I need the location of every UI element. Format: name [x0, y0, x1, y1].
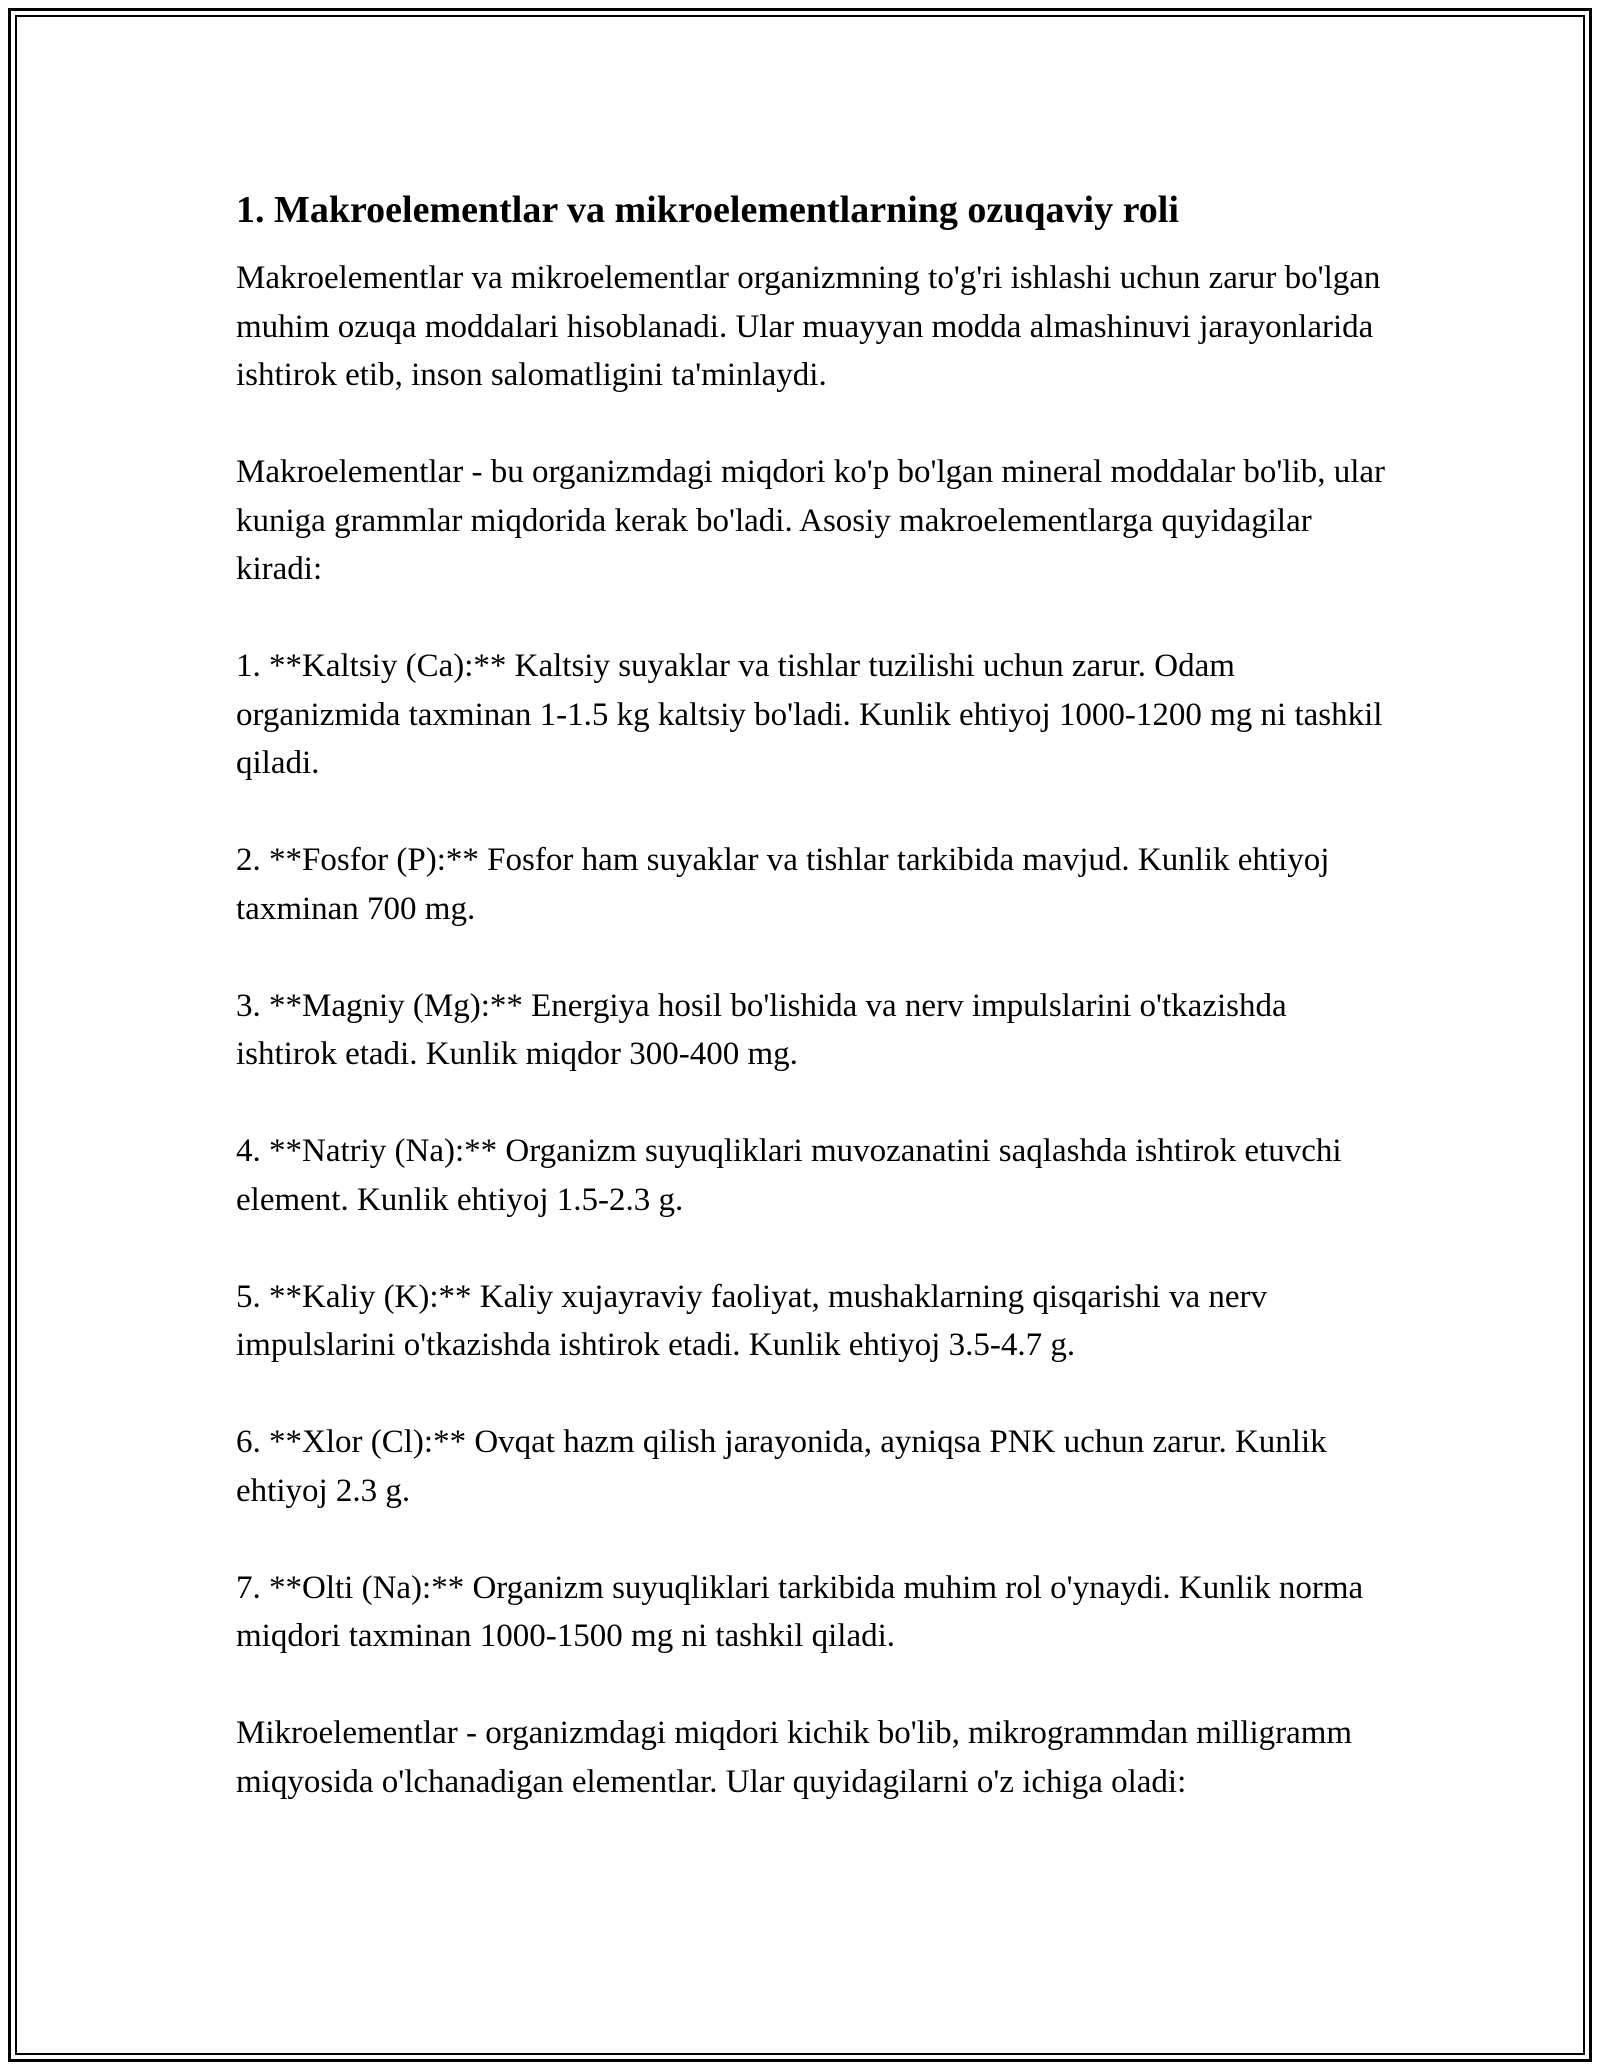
list-item-magnesium: 3. **Magniy (Mg):** Energiya hosil bo'lishida va nerv impulslarini o'tkazishda ishtirok etadi. Kunlik miqdor 300-400 mg. — [236, 987, 1287, 1072]
section-heading: 1. Makroelementlar va mikroelementlarning ozuqaviy roli — [236, 189, 1179, 231]
list-item-chlorine: 6. **Xlor (Cl):** Ovqat hazm qilish jarayonida, ayniqsa PNK uchun zarur. Kunlik ehtiyoj 2.3 g. — [236, 1424, 1327, 1509]
list-item-phosphorus: 2. **Fosfor (P):** Fosfor ham suyaklar va tishlar tarkibida mavjud. Kunlik ehtiyoj taxminan 700 mg. — [236, 842, 1330, 927]
macroelements-paragraph: Makroelementlar - bu organizmdagi miqdori ko'p bo'lgan mineral moddalar bo'lib, ular kuniga grammlar miqdorida kerak bo'ladi. Asosiy makroelementlarga quyidagilar kiradi: — [236, 454, 1386, 587]
list-item-olti: 7. **Olti (Na):** Organizm suyuqliklari tarkibida muhim rol o'ynaydi. Kunlik norma miqdori taxminan 1000-1500 mg ni tashkil qiladi. — [236, 1569, 1364, 1654]
intro-paragraph: Makroelementlar va mikroelementlar organizmning to'g'ri ishlashi uchun zarur bo'lgan muhim ozuqa moddalari hisoblanadi. Ular muayyan modda almashinuvi jarayonlarida ishtirok etib, inson salomatligini ta'minlaydi. — [236, 260, 1381, 393]
list-item-calcium: 1. **Kaltsiy (Ca):** Kaltsiy suyaklar va tishlar tuzilishi uchun zarur. Odam organizmida taxminan 1-1.5 kg kaltsiy bo'ladi. Kunlik ehtiyoj 1000-1200 mg ni tashkil qiladi. — [236, 648, 1383, 781]
list-item-potassium: 5. **Kaliy (K):** Kaliy xujayraviy faoliyat, mushaklarning qisqarishi va nerv impulslarini o'tkazishda ishtirok etadi. Kunlik ehtiyoj 3.5-4.7 g. — [236, 1278, 1268, 1363]
list-item-sodium: 4. **Natriy (Na):** Organizm suyuqliklari muvozanatini saqlashda ishtirok etuvchi element. Kunlik ehtiyoj 1.5-2.3 g. — [236, 1133, 1342, 1218]
document-body — [236, 186, 1386, 1806]
microelements-paragraph: Mikroelementlar - organizmdagi miqdori kichik bo'lib, mikrogrammdan milligramm miqyosida o'lchanadigan elementlar. Ular quyidagilarni o'z ichiga oladi: — [236, 1715, 1353, 1800]
